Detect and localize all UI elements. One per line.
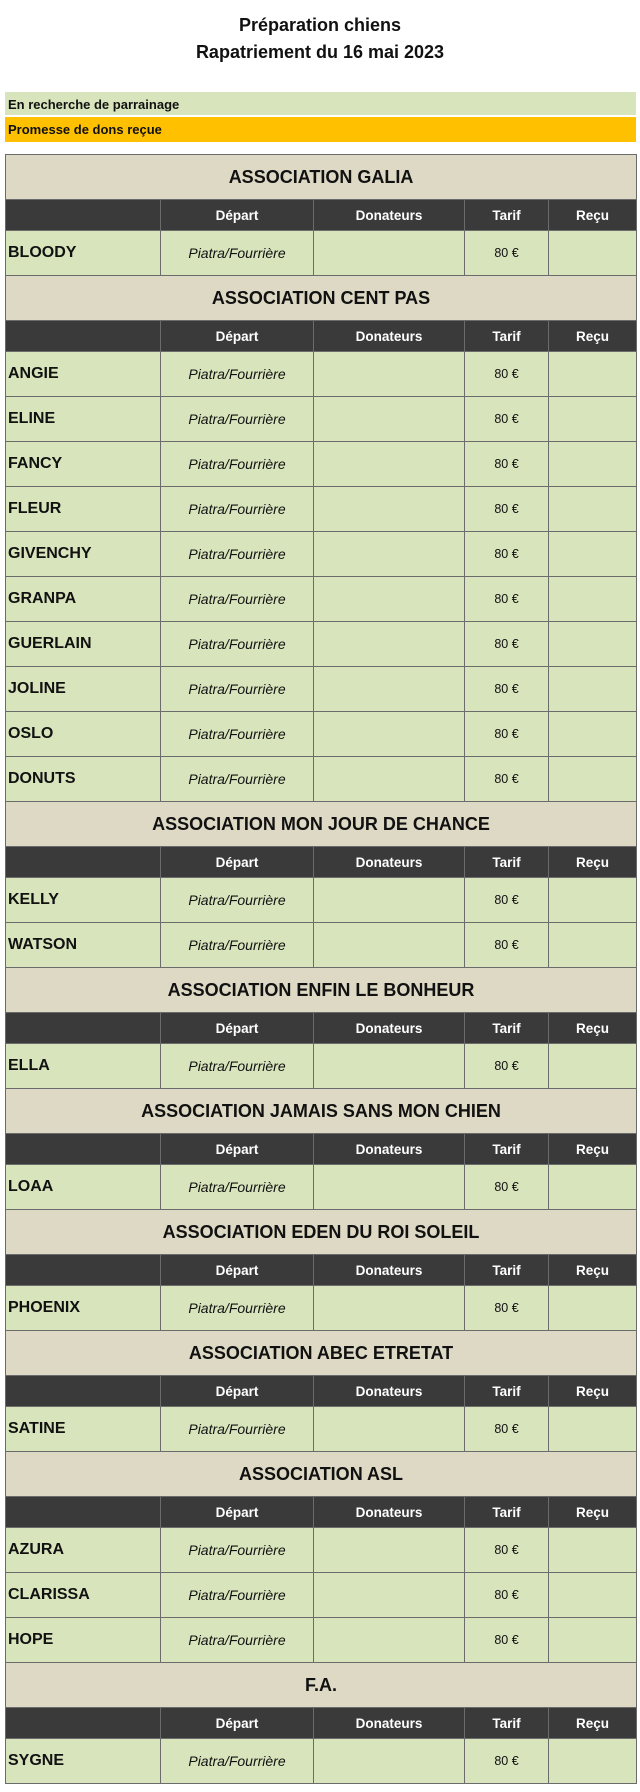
column-header-row	[6, 200, 637, 231]
column-header-depart: Départ	[161, 847, 314, 878]
dog-donateurs[interactable]	[314, 667, 465, 712]
dog-name: JOLINE	[6, 667, 161, 712]
column-header-recu: Reçu	[549, 1013, 637, 1044]
dog-recu[interactable]	[549, 1165, 637, 1210]
dog-tarif: 80 €	[465, 622, 549, 667]
dog-row	[6, 1618, 637, 1663]
association-row	[6, 1452, 637, 1497]
dog-recu[interactable]	[549, 532, 637, 577]
dog-name: CLARISSA	[6, 1573, 161, 1618]
column-header-blank	[6, 1708, 161, 1739]
column-header-recu: Reçu	[549, 321, 637, 352]
dog-tarif: 80 €	[465, 878, 549, 923]
dog-tarif: 80 €	[465, 1286, 549, 1331]
column-header-donateurs: Donateurs	[314, 1708, 465, 1739]
dog-donateurs[interactable]	[314, 1573, 465, 1618]
dog-recu[interactable]	[549, 352, 637, 397]
association-name: ASSOCIATION MON JOUR DE CHANCE	[6, 802, 637, 847]
column-header-depart: Départ	[161, 321, 314, 352]
column-header-tarif: Tarif	[465, 1013, 549, 1044]
association-row	[6, 1210, 637, 1255]
column-header-recu: Reçu	[549, 1708, 637, 1739]
dog-donateurs[interactable]	[314, 352, 465, 397]
dog-name: GIVENCHY	[6, 532, 161, 577]
dog-depart: Piatra/Fourrière	[161, 757, 314, 802]
column-header-donateurs: Donateurs	[314, 847, 465, 878]
association-row	[6, 968, 637, 1013]
column-header-blank	[6, 1134, 161, 1165]
dog-donateurs[interactable]	[314, 1739, 465, 1784]
column-header-depart: Départ	[161, 1497, 314, 1528]
dog-recu[interactable]	[549, 923, 637, 968]
dog-tarif: 80 €	[465, 442, 549, 487]
dog-name: HOPE	[6, 1618, 161, 1663]
dog-depart: Piatra/Fourrière	[161, 1286, 314, 1331]
column-header-blank	[6, 1376, 161, 1407]
dog-tarif: 80 €	[465, 1739, 549, 1784]
dog-depart: Piatra/Fourrière	[161, 1407, 314, 1452]
dog-name: PHOENIX	[6, 1286, 161, 1331]
dog-tarif: 80 €	[465, 487, 549, 532]
dog-recu[interactable]	[549, 757, 637, 802]
column-header-tarif: Tarif	[465, 1255, 549, 1286]
dog-tarif: 80 €	[465, 923, 549, 968]
dog-row	[6, 487, 637, 532]
association-row	[6, 802, 637, 847]
column-header-recu: Reçu	[549, 1134, 637, 1165]
dog-depart: Piatra/Fourrière	[161, 1044, 314, 1089]
dog-recu[interactable]	[549, 397, 637, 442]
dog-tarif: 80 €	[465, 577, 549, 622]
association-name: ASSOCIATION JAMAIS SANS MON CHIEN	[6, 1089, 637, 1134]
column-header-recu: Reçu	[549, 1255, 637, 1286]
dog-donateurs[interactable]	[314, 1044, 465, 1089]
dog-donateurs[interactable]	[314, 577, 465, 622]
dog-depart: Piatra/Fourrière	[161, 1573, 314, 1618]
dog-row	[6, 442, 637, 487]
column-header-recu: Reçu	[549, 200, 637, 231]
dog-row	[6, 1165, 637, 1210]
dog-tarif: 80 €	[465, 1573, 549, 1618]
dog-donateurs[interactable]	[314, 1528, 465, 1573]
dog-depart: Piatra/Fourrière	[161, 1528, 314, 1573]
dog-row	[6, 532, 637, 577]
dog-depart: Piatra/Fourrière	[161, 667, 314, 712]
dog-donateurs[interactable]	[314, 487, 465, 532]
association-name: ASSOCIATION EDEN DU ROI SOLEIL	[6, 1210, 637, 1255]
column-header-row	[6, 1013, 637, 1044]
column-header-depart: Départ	[161, 1134, 314, 1165]
dog-tarif: 80 €	[465, 1044, 549, 1089]
column-header-depart: Départ	[161, 1255, 314, 1286]
column-header-tarif: Tarif	[465, 321, 549, 352]
dog-donateurs[interactable]	[314, 442, 465, 487]
association-name: ASSOCIATION GALIA	[6, 155, 637, 200]
legend-donation-received: Promesse de dons reçue	[5, 117, 636, 142]
dog-tarif: 80 €	[465, 231, 549, 276]
dog-row	[6, 1286, 637, 1331]
column-header-blank	[6, 847, 161, 878]
dog-donateurs[interactable]	[314, 757, 465, 802]
dog-row	[6, 923, 637, 968]
column-header-donateurs: Donateurs	[314, 1255, 465, 1286]
title-line-1: Préparation chiens	[238, 15, 402, 35]
column-header-row	[6, 1255, 637, 1286]
column-header-row	[6, 1497, 637, 1528]
dog-recu[interactable]	[549, 487, 637, 532]
dog-name: WATSON	[6, 923, 161, 968]
dog-depart: Piatra/Fourrière	[161, 878, 314, 923]
dog-depart: Piatra/Fourrière	[161, 923, 314, 968]
column-header-tarif: Tarif	[465, 1376, 549, 1407]
column-header-tarif: Tarif	[465, 1134, 549, 1165]
dog-name: ANGIE	[6, 352, 161, 397]
dog-recu[interactable]	[549, 667, 637, 712]
column-header-depart: Départ	[161, 1376, 314, 1407]
association-row	[6, 1089, 637, 1134]
dog-name: GRANPA	[6, 577, 161, 622]
association-name: ASSOCIATION CENT PAS	[6, 276, 637, 321]
dog-recu[interactable]	[549, 231, 637, 276]
title-line-2: Rapatriement du 16 mai 2023	[195, 42, 445, 62]
dog-donateurs[interactable]	[314, 1286, 465, 1331]
dog-donateurs[interactable]	[314, 712, 465, 757]
column-header-donateurs: Donateurs	[314, 1497, 465, 1528]
column-header-row	[6, 1708, 637, 1739]
column-header-depart: Départ	[161, 1708, 314, 1739]
dog-name: LOAA	[6, 1165, 161, 1210]
dog-tarif: 80 €	[465, 1165, 549, 1210]
legend-sponsorship-search: En recherche de parrainage	[5, 92, 636, 117]
column-header-tarif: Tarif	[465, 847, 549, 878]
dog-recu[interactable]	[549, 1739, 637, 1784]
dog-name: ELINE	[6, 397, 161, 442]
document-title	[0, 0, 640, 92]
dog-recu[interactable]	[549, 1528, 637, 1573]
dogs-table	[5, 154, 637, 1784]
dog-tarif: 80 €	[465, 397, 549, 442]
column-header-blank	[6, 321, 161, 352]
dog-name: GUERLAIN	[6, 622, 161, 667]
dog-tarif: 80 €	[465, 1528, 549, 1573]
dog-recu[interactable]	[549, 1286, 637, 1331]
dog-name: OSLO	[6, 712, 161, 757]
column-header-row	[6, 321, 637, 352]
dog-depart: Piatra/Fourrière	[161, 1739, 314, 1784]
column-header-donateurs: Donateurs	[314, 1376, 465, 1407]
dog-row	[6, 1528, 637, 1573]
dog-depart: Piatra/Fourrière	[161, 442, 314, 487]
column-header-recu: Reçu	[549, 847, 637, 878]
dog-depart: Piatra/Fourrière	[161, 532, 314, 577]
association-row	[6, 1663, 637, 1708]
dog-depart: Piatra/Fourrière	[161, 231, 314, 276]
dog-tarif: 80 €	[465, 757, 549, 802]
dog-tarif: 80 €	[465, 1407, 549, 1452]
dog-recu[interactable]	[549, 577, 637, 622]
dog-tarif: 80 €	[465, 532, 549, 577]
column-header-row	[6, 1376, 637, 1407]
column-header-depart: Départ	[161, 200, 314, 231]
dog-name: FLEUR	[6, 487, 161, 532]
dog-name: AZURA	[6, 1528, 161, 1573]
column-header-donateurs: Donateurs	[314, 1013, 465, 1044]
dog-row	[6, 577, 637, 622]
dog-name: DONUTS	[6, 757, 161, 802]
dog-tarif: 80 €	[465, 352, 549, 397]
dog-donateurs[interactable]	[314, 1407, 465, 1452]
dog-name: FANCY	[6, 442, 161, 487]
association-row	[6, 155, 637, 200]
dog-depart: Piatra/Fourrière	[161, 577, 314, 622]
dog-row	[6, 231, 637, 276]
dog-recu[interactable]	[549, 712, 637, 757]
association-row	[6, 1331, 637, 1376]
association-name: ASSOCIATION ASL	[6, 1452, 637, 1497]
dog-donateurs[interactable]	[314, 622, 465, 667]
column-header-blank	[6, 1255, 161, 1286]
dog-name: KELLY	[6, 878, 161, 923]
column-header-donateurs: Donateurs	[314, 321, 465, 352]
dog-recu[interactable]	[549, 1044, 637, 1089]
dog-depart: Piatra/Fourrière	[161, 1618, 314, 1663]
association-name: F.A.	[6, 1663, 637, 1708]
dog-donateurs[interactable]	[314, 1165, 465, 1210]
association-name: ASSOCIATION ABEC ETRETAT	[6, 1331, 637, 1376]
column-header-blank	[6, 200, 161, 231]
dog-recu[interactable]	[549, 1407, 637, 1452]
column-header-tarif: Tarif	[465, 1708, 549, 1739]
dog-row	[6, 622, 637, 667]
dog-name: SATINE	[6, 1407, 161, 1452]
column-header-recu: Reçu	[549, 1376, 637, 1407]
column-header-recu: Reçu	[549, 1497, 637, 1528]
dog-row	[6, 1573, 637, 1618]
dog-donateurs[interactable]	[314, 923, 465, 968]
dog-tarif: 80 €	[465, 712, 549, 757]
column-header-row	[6, 847, 637, 878]
column-header-tarif: Tarif	[465, 200, 549, 231]
dog-tarif: 80 €	[465, 1618, 549, 1663]
dog-row	[6, 667, 637, 712]
dog-donateurs[interactable]	[314, 397, 465, 442]
dog-recu[interactable]	[549, 878, 637, 923]
dog-name: ELLA	[6, 1044, 161, 1089]
dog-row	[6, 1407, 637, 1452]
dog-row	[6, 397, 637, 442]
dog-donateurs[interactable]	[314, 1618, 465, 1663]
dog-recu[interactable]	[549, 442, 637, 487]
dog-name: BLOODY	[6, 231, 161, 276]
dog-row	[6, 1739, 637, 1784]
association-name: ASSOCIATION ENFIN LE BONHEUR	[6, 968, 637, 1013]
dog-name: SYGNE	[6, 1739, 161, 1784]
column-header-donateurs: Donateurs	[314, 1134, 465, 1165]
column-header-row	[6, 1134, 637, 1165]
column-header-blank	[6, 1497, 161, 1528]
association-row	[6, 276, 637, 321]
column-header-donateurs: Donateurs	[314, 200, 465, 231]
dog-depart: Piatra/Fourrière	[161, 487, 314, 532]
dog-tarif: 80 €	[465, 667, 549, 712]
dog-donateurs[interactable]	[314, 532, 465, 577]
column-header-depart: Départ	[161, 1013, 314, 1044]
dog-donateurs[interactable]	[314, 878, 465, 923]
dog-row	[6, 757, 637, 802]
dog-recu[interactable]	[549, 1618, 637, 1663]
dog-recu[interactable]	[549, 622, 637, 667]
dog-depart: Piatra/Fourrière	[161, 1165, 314, 1210]
dog-depart: Piatra/Fourrière	[161, 397, 314, 442]
dog-depart: Piatra/Fourrière	[161, 622, 314, 667]
column-header-blank	[6, 1013, 161, 1044]
dog-recu[interactable]	[549, 1573, 637, 1618]
legend	[5, 92, 636, 142]
dog-row	[6, 352, 637, 397]
dog-depart: Piatra/Fourrière	[161, 352, 314, 397]
dog-depart: Piatra/Fourrière	[161, 712, 314, 757]
dog-donateurs[interactable]	[314, 231, 465, 276]
dog-row	[6, 1044, 637, 1089]
dog-row	[6, 712, 637, 757]
dog-row	[6, 878, 637, 923]
column-header-tarif: Tarif	[465, 1497, 549, 1528]
